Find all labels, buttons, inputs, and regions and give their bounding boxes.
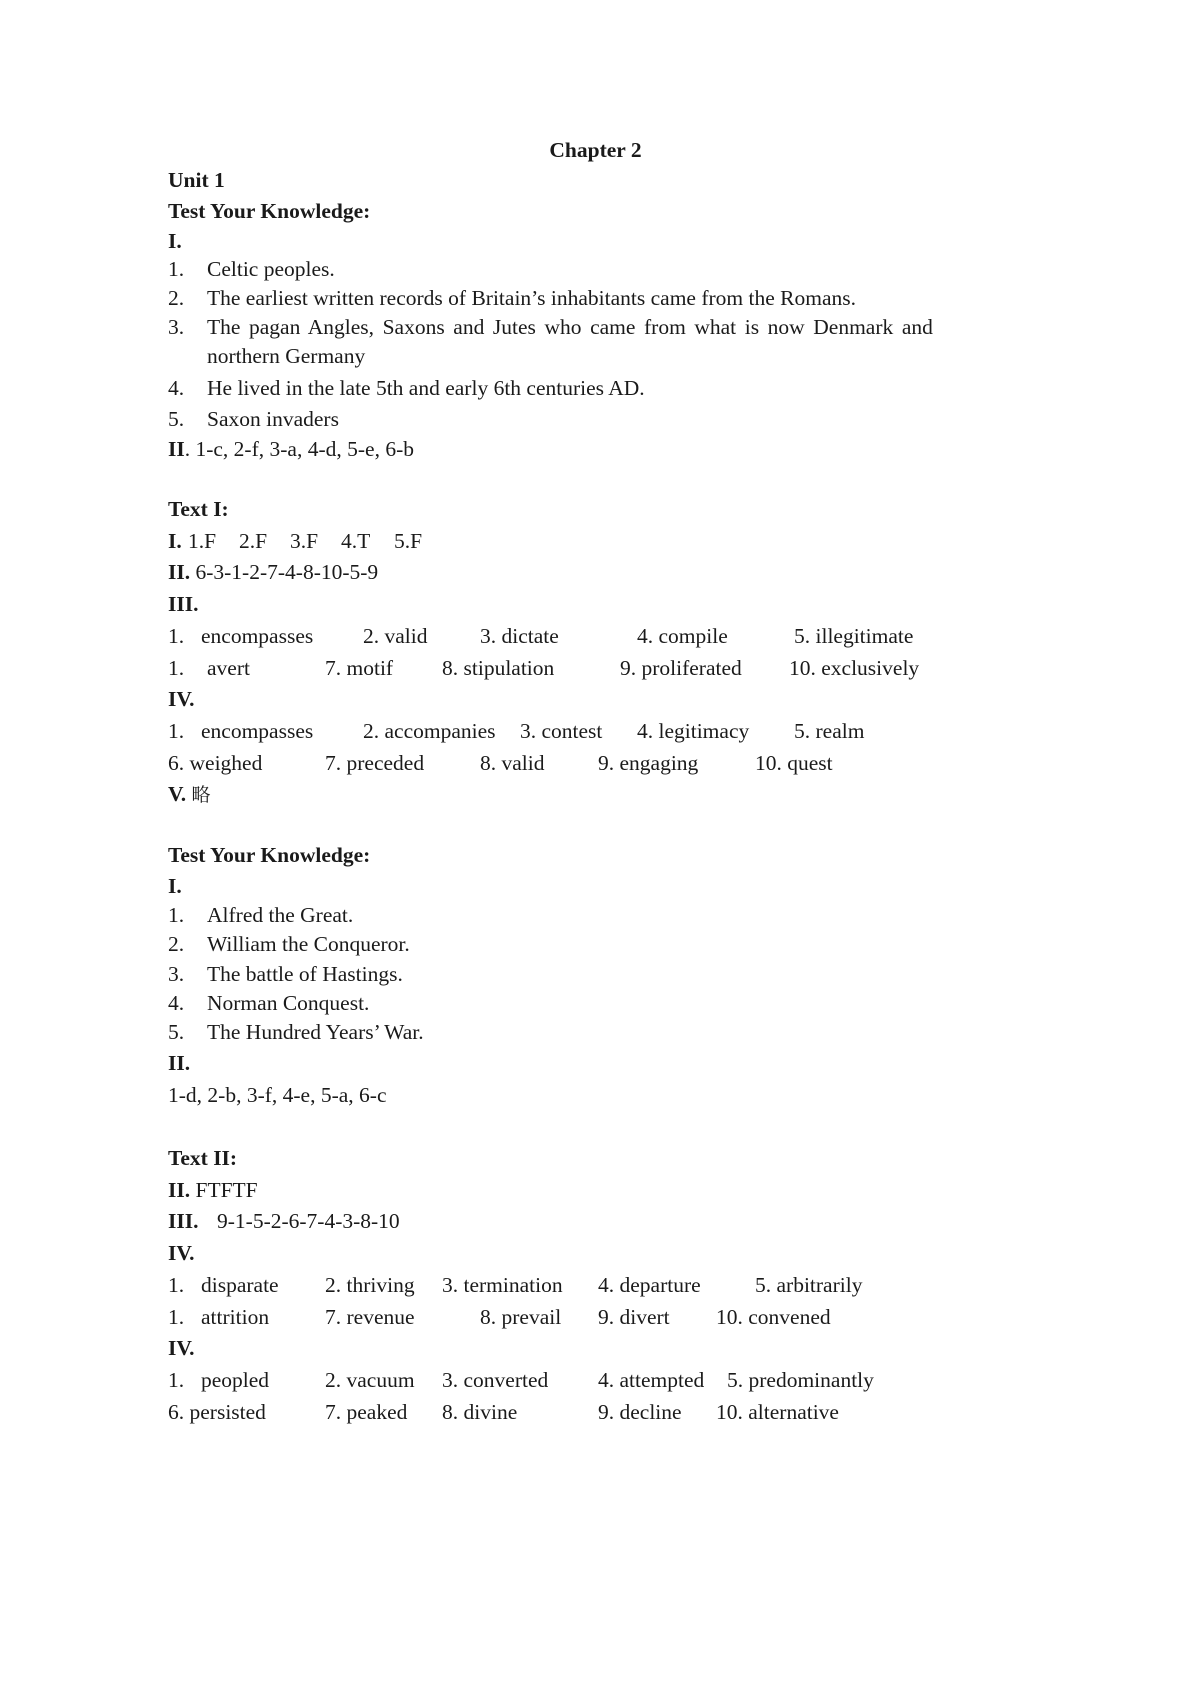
item-number: 5. [168, 407, 185, 431]
vocab-answer: 3. termination [442, 1273, 563, 1297]
sequence-answer: 9-1-5-2-6-7-4-3-8-10 [217, 1209, 400, 1233]
part-label: II. [168, 1051, 191, 1075]
omitted-answer [168, 784, 211, 806]
answer-text: 3.F [290, 529, 319, 553]
item-number: 1. [168, 903, 185, 927]
vocab-answer: 6. weighed [168, 751, 263, 775]
item-number: 3. [168, 962, 185, 986]
answer-text: . 1-c, 2-f, 3-a, 4-d, 5-e, 6-b [184, 437, 414, 461]
vocab-answer: disparate [201, 1273, 279, 1297]
unit-heading: Unit 1 [168, 168, 225, 192]
part-label: I. [168, 529, 182, 553]
part-label: III. [168, 592, 199, 616]
vocab-answer: 4. legitimacy [637, 719, 750, 743]
item-number: 1. [168, 719, 185, 743]
vocab-answer: 10. exclusively [789, 656, 920, 680]
item-text: Alfred the Great. [207, 903, 354, 927]
part-label: I. [168, 229, 182, 253]
item-number: 3. [168, 315, 185, 339]
vocab-answer: 10. convened [716, 1305, 831, 1329]
vocab-answer: 5. predominantly [727, 1368, 874, 1392]
item-text: The battle of Hastings. [207, 962, 403, 986]
answer-text: 5.F [394, 529, 423, 553]
matching-answers: 1-d, 2-b, 3-f, 4-e, 5-a, 6-c [168, 1083, 387, 1107]
answer-text: 1.F [188, 529, 217, 553]
vocab-answer: 2. vacuum [325, 1368, 415, 1392]
item-text: Saxon invaders [207, 407, 339, 431]
vocab-answer: peopled [201, 1368, 270, 1392]
vocab-answer: 9. decline [598, 1400, 682, 1424]
vocab-answer: 10. alternative [716, 1400, 839, 1424]
vocab-answer: 3. contest [520, 719, 603, 743]
part-label: II [168, 437, 185, 461]
item-text: Norman Conquest. [207, 991, 370, 1015]
vocab-answer: 8. stipulation [442, 656, 555, 680]
item-number: 1. [168, 656, 185, 680]
vocab-answer: 5. illegitimate [794, 624, 914, 648]
vocab-answer: 9. engaging [598, 751, 699, 775]
matching-answers [168, 439, 414, 461]
vocab-answer: 3. converted [442, 1368, 549, 1392]
vocab-answer: attrition [201, 1305, 270, 1329]
vocab-answer: 4. departure [598, 1273, 701, 1297]
item-number: 4. [168, 991, 185, 1015]
item-text-continued: northern Germany [207, 344, 366, 368]
item-number: 1. [168, 1368, 185, 1392]
item-number: 4. [168, 376, 185, 400]
true-false-answers [168, 1180, 258, 1202]
item-number: 1. [168, 1305, 185, 1329]
item-text: William the Conqueror. [207, 932, 410, 956]
item-number: 1. [168, 624, 185, 648]
item-text: Celtic peoples. [207, 257, 335, 281]
part-label: III. [168, 1209, 199, 1233]
vocab-answer: 4. attempted [598, 1368, 705, 1392]
vocab-answer: 5. realm [794, 719, 865, 743]
answer-text: 略 [191, 784, 211, 806]
vocab-answer: 7. motif [325, 656, 394, 680]
part-label: V. [168, 782, 187, 806]
sequence-answer [168, 562, 378, 584]
vocab-answer: 10. quest [755, 751, 833, 775]
section-heading: Test Your Knowledge: [168, 843, 371, 867]
vocab-answer: 4. compile [637, 624, 728, 648]
vocab-answer: 5. arbitrarily [755, 1273, 863, 1297]
part-label: II. [168, 560, 191, 584]
item-number: 2. [168, 932, 185, 956]
item-number: 2. [168, 286, 185, 310]
item-text: The Hundred Years’ War. [207, 1020, 424, 1044]
vocab-answer: encompasses [201, 719, 314, 743]
part-label: IV. [168, 1336, 195, 1360]
vocab-answer: 7. peaked [325, 1400, 408, 1424]
item-text: He lived in the late 5th and early 6th centuries AD. [207, 376, 645, 400]
vocab-answer: 2. valid [363, 624, 428, 648]
section-heading: Test Your Knowledge: [168, 199, 371, 223]
vocab-answer: encompasses [201, 624, 314, 648]
part-label: IV. [168, 687, 195, 711]
answer-text: 6-3-1-2-7-4-8-10-5-9 [195, 560, 379, 584]
vocab-answer: 2. accompanies [363, 719, 496, 743]
vocab-answer: 9. proliferated [620, 656, 742, 680]
part-label: II. [168, 1178, 191, 1202]
vocab-answer: 7. preceded [325, 751, 425, 775]
item-number: 1. [168, 1273, 185, 1297]
part-label: I. [168, 874, 182, 898]
vocab-answer: 9. divert [598, 1305, 670, 1329]
vocab-answer: 3. dictate [480, 624, 559, 648]
vocab-answer: 2. thriving [325, 1273, 415, 1297]
item-text: The pagan Angles, Saxons and Jutes who came from what is now Denmark and [207, 315, 933, 339]
item-number: 5. [168, 1020, 185, 1044]
answer-text: 2.F [239, 529, 268, 553]
section-heading: Text II: [168, 1146, 238, 1170]
vocab-answer: 8. divine [442, 1400, 518, 1424]
answer-text: 4.T [341, 529, 371, 553]
page-title: Chapter 2 [549, 138, 642, 162]
vocab-answer: 7. revenue [325, 1305, 415, 1329]
vocab-answer: 8. valid [480, 751, 545, 775]
section-heading: Text I: [168, 497, 229, 521]
vocab-answer: 6. persisted [168, 1400, 266, 1424]
item-text: The earliest written records of Britain’s inhabitants came from the Romans. [207, 286, 856, 310]
answer-text: FTFTF [195, 1178, 258, 1202]
vocab-answer: 8. prevail [480, 1305, 562, 1329]
item-number: 1. [168, 257, 185, 281]
part-label: IV. [168, 1241, 195, 1265]
vocab-answer: avert [207, 656, 250, 680]
